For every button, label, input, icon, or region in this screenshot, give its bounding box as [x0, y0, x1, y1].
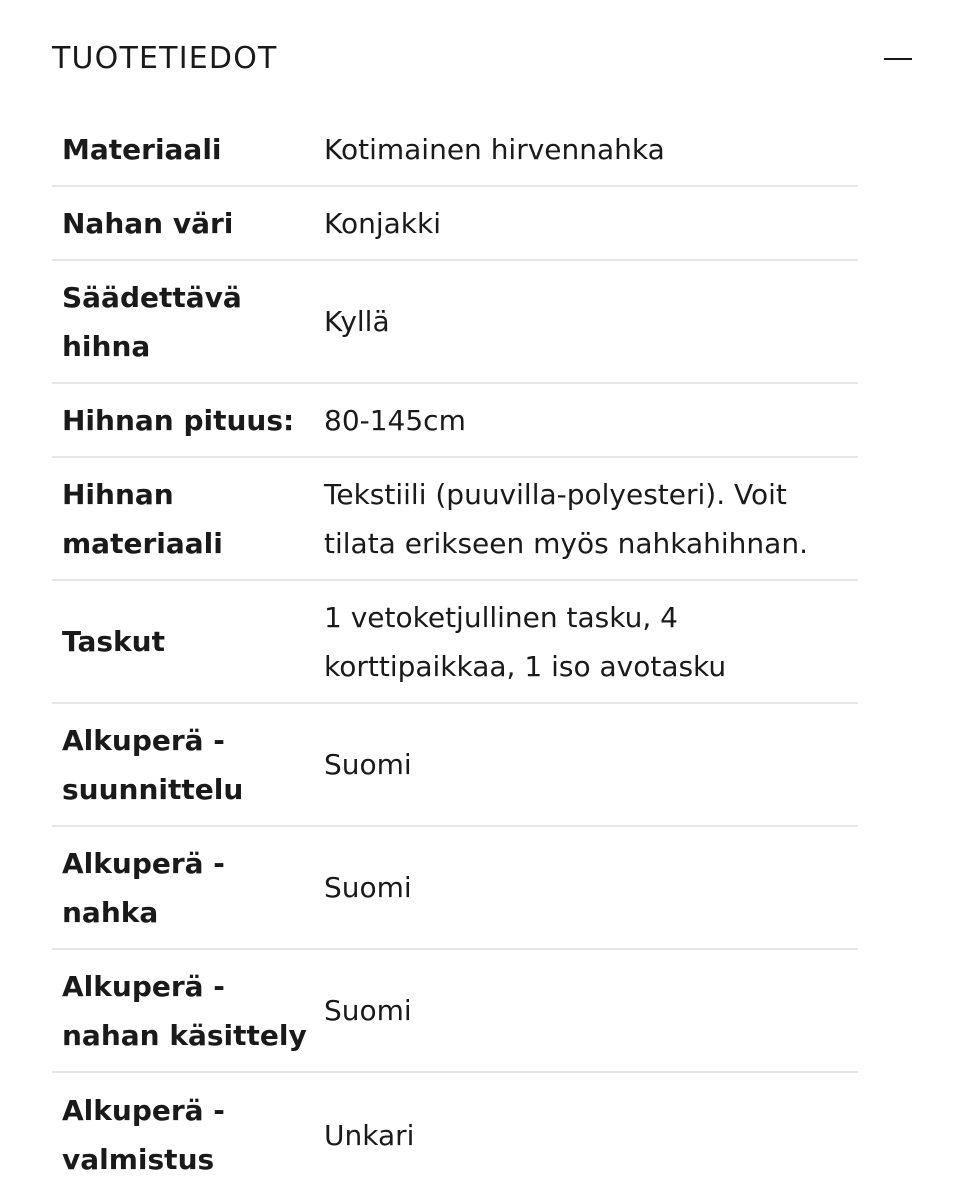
spec-label: Materiaali	[62, 132, 222, 166]
spec-label: Alkuperä - suunnittelu	[62, 723, 244, 806]
spec-label: Säädettävä hihna	[62, 280, 242, 363]
spec-value: Konjakki	[324, 206, 441, 240]
spec-label: Nahan väri	[62, 206, 234, 240]
spec-row-origin-design	[52, 704, 858, 827]
spec-label: Alkuperä - valmistus	[62, 1094, 225, 1176]
spec-value: 80-145cm	[324, 403, 466, 437]
spec-row-leather-color	[52, 187, 858, 261]
spec-value: Unkari	[324, 1118, 415, 1152]
spec-label: Taskut	[62, 625, 165, 658]
spec-value: Kotimainen hirvennahka	[324, 132, 665, 166]
spec-value: Suomi	[324, 871, 412, 904]
spec-row-strap-length	[52, 384, 858, 458]
minus-icon	[884, 58, 912, 60]
spec-label: Hihnan pituus:	[62, 403, 295, 437]
spec-row-origin-manufacturing	[52, 1073, 858, 1193]
spec-value: Kyllä	[324, 305, 390, 338]
spec-row-material	[52, 113, 858, 187]
spec-value: 1 vetoketjullinen tasku, 4 korttipaikkaa, 1 iso avotasku	[324, 600, 727, 683]
product-spec-table	[52, 113, 858, 1193]
spec-value: Suomi	[324, 748, 412, 781]
spec-row-pockets	[52, 581, 858, 704]
product-details-header[interactable]	[52, 0, 912, 118]
spec-row-origin-leather-processing	[52, 950, 858, 1073]
spec-row-origin-leather	[52, 827, 858, 950]
section-title: TUOTETIEDOT	[52, 41, 278, 76]
spec-label: Hihnan materiaali	[62, 477, 223, 560]
spec-label: Alkuperä - nahan käsittely	[62, 969, 307, 1052]
spec-row-adjustable-strap	[52, 261, 858, 384]
spec-value: Tekstiili (puuvilla-polyesteri). Voit tilata erikseen myös nahkahihnan.	[324, 477, 808, 560]
spec-row-strap-material	[52, 458, 858, 581]
collapse-button[interactable]	[878, 40, 918, 80]
spec-label: Alkuperä - nahka	[62, 846, 225, 929]
spec-value: Suomi	[324, 994, 412, 1027]
